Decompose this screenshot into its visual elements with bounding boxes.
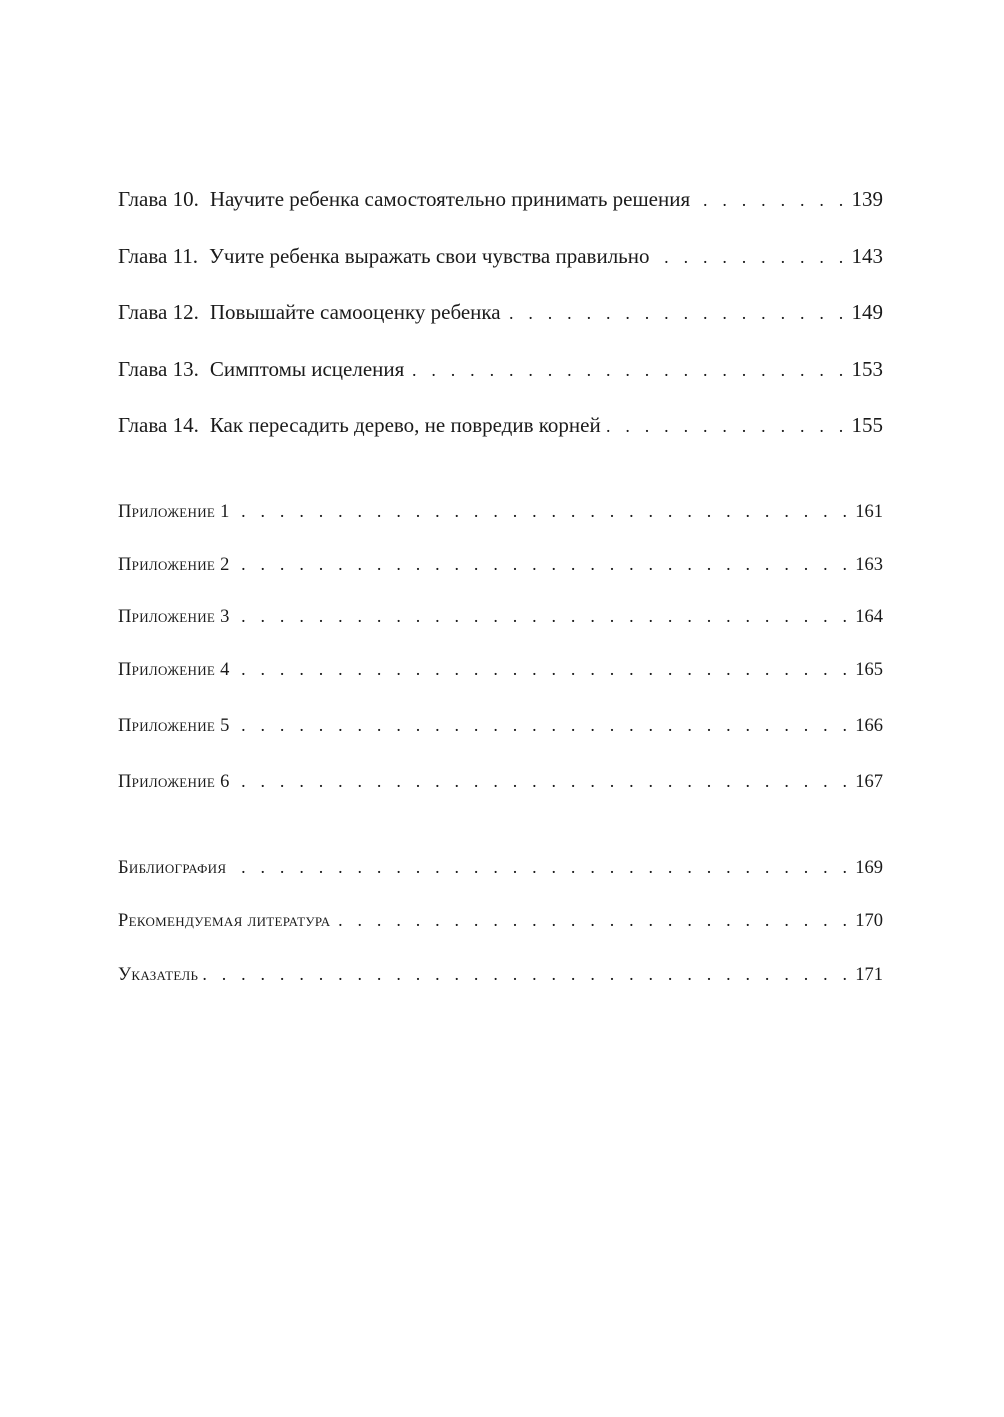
dot-leader (230, 857, 852, 878)
page-number: 139 (851, 187, 883, 211)
toc-entry-label (118, 244, 650, 269)
appendix-title: Приложение 1 (118, 502, 230, 522)
page-number: 165 (855, 660, 883, 680)
toc-entry-label (118, 300, 501, 325)
appendix-title: Приложение 5 (118, 716, 230, 736)
toc-entry-appendix-3 (118, 606, 883, 628)
appendix-title: Приложение 2 (118, 555, 230, 575)
page-number: 166 (855, 716, 883, 736)
dot-leader (234, 715, 853, 736)
chapter-title: Как пересадить дерево, не повредив корней (209, 413, 601, 437)
toc-entry-recommended-reading (118, 910, 883, 932)
chapter-number: Глава 12. (118, 300, 199, 324)
chapter-title: Повышайте самооценку ребенка (209, 300, 501, 324)
dot-leader (654, 247, 849, 268)
dot-leader (694, 190, 848, 211)
chapter-title: Научите ребенка самостоятельно принимать решения (209, 187, 691, 211)
toc-entry-appendix-1 (118, 501, 883, 523)
page-number: 169 (855, 858, 883, 878)
chapter-number: Глава 10. (118, 187, 199, 211)
dot-leader (234, 606, 853, 627)
dot-leader (234, 501, 853, 522)
page-number: 161 (855, 502, 883, 522)
back-matter-title: Библиография (118, 858, 227, 878)
toc-entry-label (118, 413, 601, 438)
toc-entry-chapter-13 (118, 357, 883, 382)
chapter-number: Глава 14. (118, 413, 199, 437)
toc-entry-label (118, 357, 404, 382)
dot-leader (334, 910, 852, 931)
appendix-title: Приложение 3 (118, 607, 230, 627)
chapter-title: Учите ребенка выражать свои чувства правильно (209, 244, 650, 268)
toc-entry-label (118, 187, 690, 212)
page-number: 163 (855, 555, 883, 575)
page-number: 167 (855, 772, 883, 792)
chapter-title: Симптомы исцеления (209, 357, 405, 381)
toc-entry-appendix-4 (118, 659, 883, 681)
dot-leader (234, 554, 853, 575)
chapter-number: Глава 13. (118, 357, 199, 381)
chapter-number: Глава 11. (118, 244, 199, 268)
dot-leader (234, 659, 853, 680)
page-number: 171 (855, 965, 883, 985)
toc-entry-chapter-12 (118, 300, 883, 325)
toc-entry-appendix-6 (118, 771, 883, 793)
back-matter-title: Рекомендуемая литература (118, 911, 331, 931)
page-number: 153 (851, 357, 883, 381)
toc-entry-chapter-11 (118, 244, 883, 269)
toc-entry-chapter-10 (118, 187, 883, 212)
dot-leader (605, 416, 849, 437)
appendix-title: Приложение 4 (118, 660, 230, 680)
dot-leader (408, 360, 848, 381)
back-matter-title: Указатель (118, 965, 199, 985)
toc-entry-index (118, 964, 883, 986)
dot-leader (202, 964, 852, 985)
page-number: 155 (851, 413, 883, 437)
page-number: 164 (855, 607, 883, 627)
page-number: 149 (851, 300, 883, 324)
toc-entry-chapter-14 (118, 413, 883, 438)
appendix-title: Приложение 6 (118, 772, 230, 792)
dot-leader (234, 771, 853, 792)
dot-leader (505, 303, 849, 324)
toc-entry-appendix-2 (118, 554, 883, 576)
page-number: 170 (855, 911, 883, 931)
toc-entry-appendix-5 (118, 715, 883, 737)
toc-entry-bibliography (118, 857, 883, 879)
page-number: 143 (851, 244, 883, 268)
